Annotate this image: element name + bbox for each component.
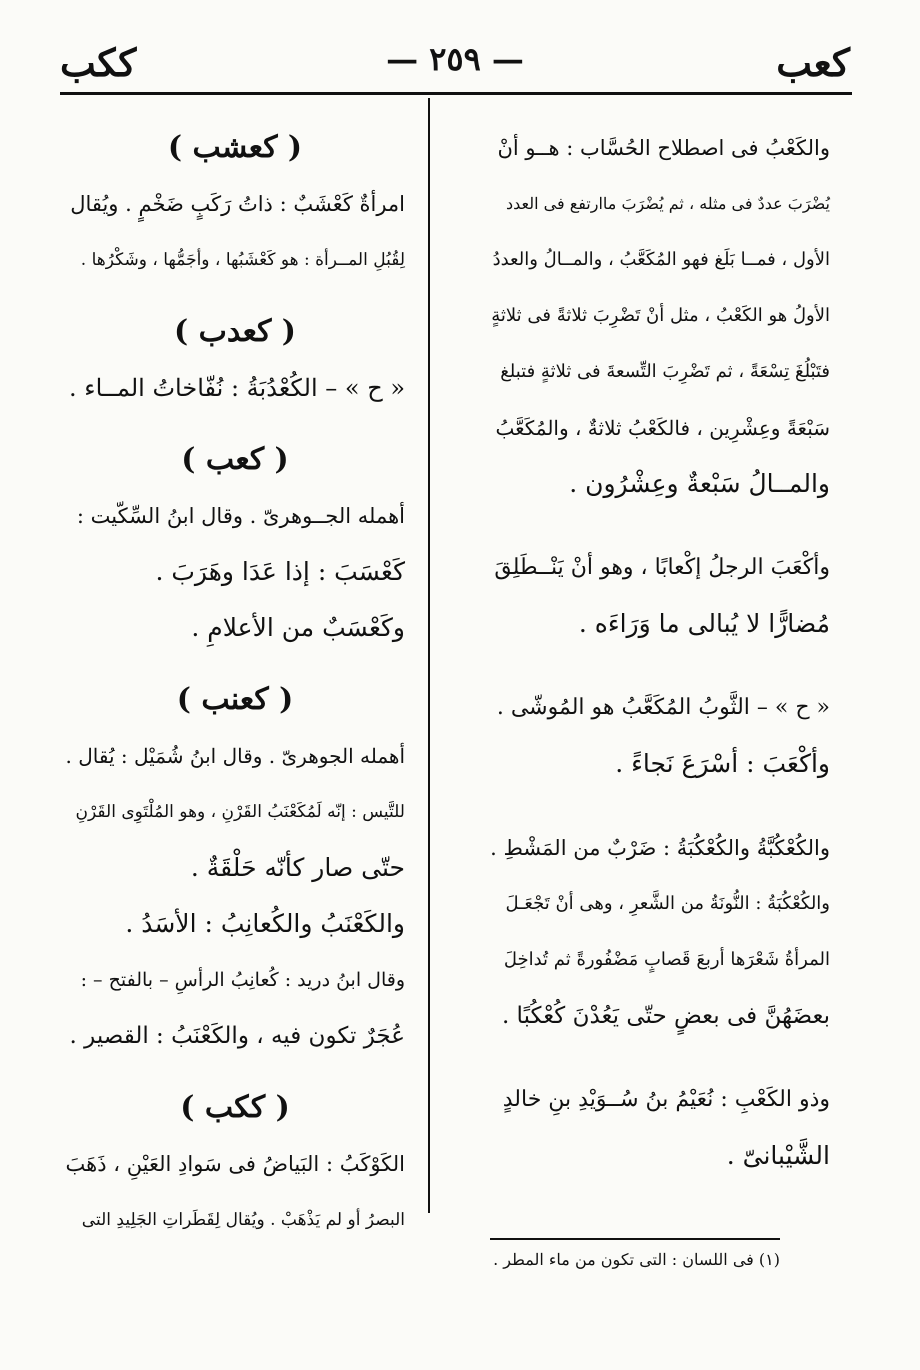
text-line: وكَعْسَبٌ من الأعلامِ . [191, 613, 405, 642]
entry-gap [65, 288, 405, 304]
page-header [60, 40, 850, 90]
text-line: عُجَرٌ تكون فيه ، والكَعْنَبُ : القصير . [69, 1023, 405, 1049]
left-column [65, 120, 405, 1248]
text-line: والمــالُ سَبْعةٌ وعِشْرُون . [569, 469, 830, 498]
entry-heading: ( ككب ) [180, 1090, 290, 1125]
text-line: « ح » – الثَّوبُ المُكَعَّبُ هو المُوشّى . [496, 695, 830, 720]
text-line: لِقُبُلِ المــرأة : هو كَعْشَبُها ، وأجَمُّها ، وشَكْرُها . [80, 250, 405, 270]
paragraph-gap [490, 1044, 830, 1072]
entry-gap [65, 416, 405, 432]
text-line: والكُعْكُبَةُ : النُّونَةُ من الشَّعرِ ، وهى أنْ تَجْعَـلَ [505, 893, 830, 914]
paragraph-gap [490, 792, 830, 820]
text-line: الشَّيْبانىّ . [726, 1141, 830, 1170]
header-right-word: كعب [776, 40, 850, 85]
entry-gap [65, 656, 405, 672]
text-line: وذو الكَعْبِ : نُعَيْمُ بنُ سُــوَيْدِ بنِ خالدٍ [502, 1087, 830, 1112]
entry-heading: ( كعنب ) [176, 682, 294, 717]
text-line: مُضارًّا لا يُبالى ما وَرَاءَه . [578, 609, 830, 638]
paragraph-gap [490, 512, 830, 540]
header-left-word: ككب [60, 40, 137, 85]
text-line: للتَّيس : إنّه لَمُكَعْنَبُ القَرْنِ ، وهو المُلْتَوِى القَرْنِ [75, 802, 405, 822]
entry-gap [65, 1064, 405, 1080]
text-line: وأكْعَبَ الرجلُ إكْعابًا ، وهو أنْ يَنْــطَلِقَ [494, 555, 830, 580]
text-line: البصرُ أو لم يَذْهَبْ . ويُقال لِقَطَراتِ الجَلِيدِ التى [81, 1210, 405, 1230]
footnote: (١) فى اللسان : التى تكون من ماء المطر . [493, 1250, 780, 1269]
text-line: حتّى صار كأنّه حَلْقَةٌ . [190, 853, 405, 882]
text-line: الأول ، فمــا بَلَغ فهو المُكَعَّبُ ، والمــالُ والعددُ [492, 249, 830, 270]
text-line: والكَعْبُ فى اصطلاح الحُسَّاب : هــو أنْ [497, 136, 830, 160]
text-line: أهمله الجــوهرىّ . وقال ابنُ السِّكّيت : [76, 504, 405, 528]
text-line: والكَعْنَبُ والكُعانِبُ : الأسَدُ . [125, 909, 405, 938]
text-line: الأولُ هو الكَعْبُ ، مثل أنْ تَضْرِبَ ثلاثةً فى ثلاثةٍ [491, 305, 830, 326]
entry-heading: ( كعشب ) [167, 130, 303, 165]
text-line: والكُعْكُبَّةُ والكُعْكُبَةُ : ضَرْبٌ من المَشْطِ . [490, 836, 830, 860]
text-line: امرأةٌ كَعْشَبٌ : ذاتُ رَكَبٍ ضَخْمٍ . ويُقال [70, 192, 405, 216]
text-line: بعضَهُنَّ فى بعضٍ حتّى يَعُدْنَ كُعْكُبًا . [501, 1003, 830, 1029]
footnote-rule [490, 1238, 780, 1240]
right-column [490, 120, 830, 1184]
text-line: وقال ابنُ دريد : كُعانِبُ الرأسِ – بالفتح – : [80, 969, 405, 991]
header-rule [60, 92, 852, 95]
text-line: المرأةُ شَعْرَها أربعَ قَصابٍ مَضْفُورةً ثم تُداخِلَ [503, 949, 830, 970]
column-divider [428, 98, 430, 1213]
entry-heading: ( كعب ) [181, 442, 289, 477]
text-line: كَعْسَبَ : إذا عَدَا وهَرَبَ . [155, 557, 405, 586]
text-line: فتَبْلُغَ تِسْعَةً ، ثم تَضْرِبَ التِّسعةَ فى ثلاثةٍ فتبلغ [500, 361, 830, 382]
paragraph-gap [490, 652, 830, 680]
page-number: — ٢٥٩ — [386, 40, 524, 78]
text-line: وأكْعَبَ : أسْرَعَ نَجاءً . [615, 749, 830, 778]
text-line: « ح » – الكُعْدُبَةُ : نُفّاخاتُ المــاء . [69, 374, 405, 402]
text-line: سَبْعَةً وعِشْرِين ، فالكَعْبُ ثلاثةٌ ، والمُكَعَّبُ [495, 416, 830, 440]
text-line: أهمله الجوهرىّ . وقال ابنُ شُمَيْل : يُقال . [65, 744, 405, 768]
text-line: يُضْرَبَ عددٌ فى مثله ، ثم يُضْرَبَ ماارتفع فى العدد [505, 194, 830, 213]
text-line: الكَوْكَبُ : البَياضُ فى سَوادِ العَيْنِ ، ذَهَبَ [65, 1152, 405, 1176]
entry-heading: ( كعدب ) [173, 314, 297, 349]
